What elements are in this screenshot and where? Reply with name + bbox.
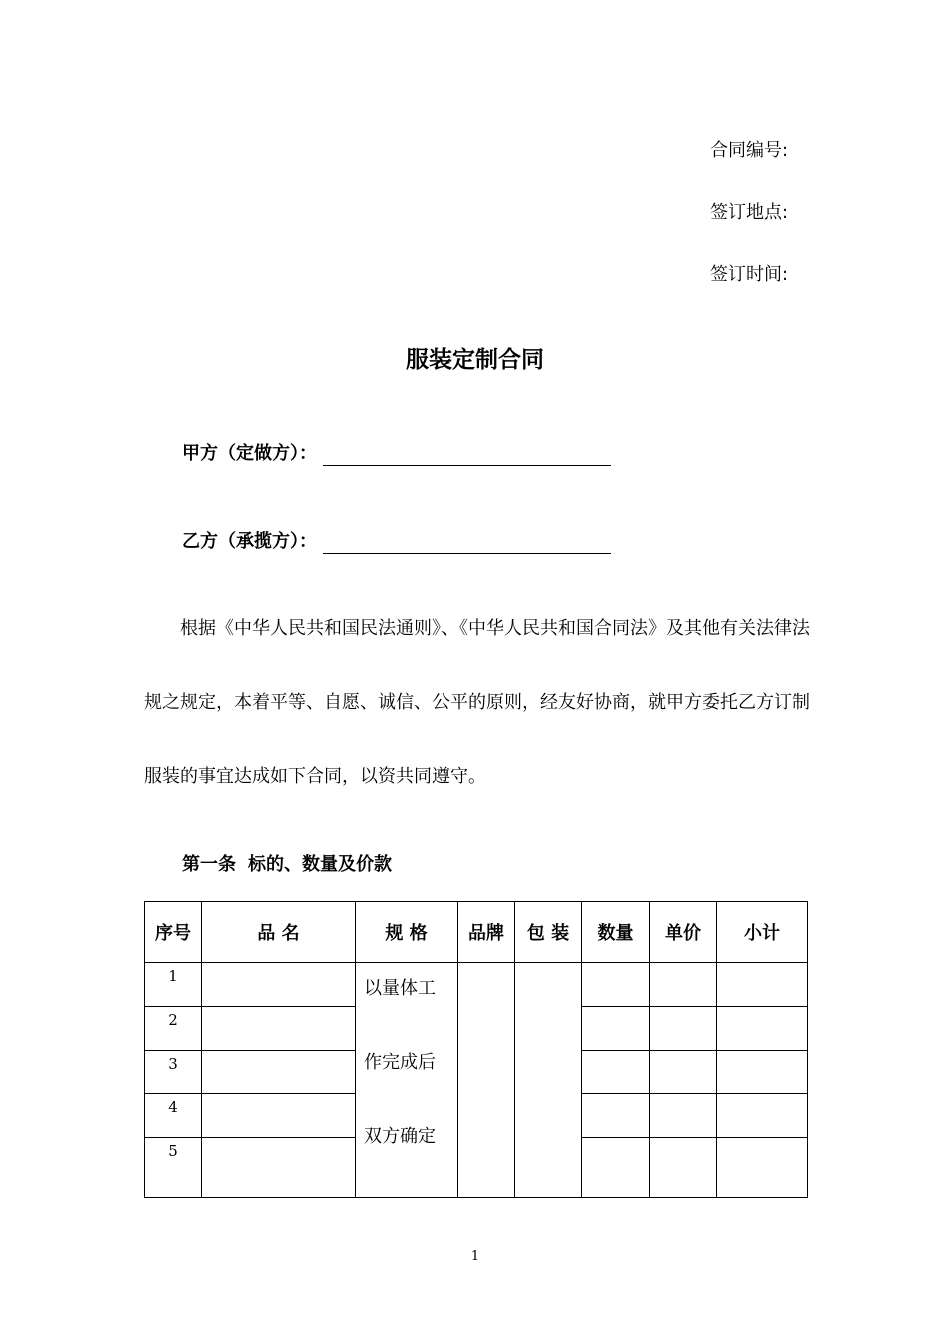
article-1-title: 标的、数量及价款 <box>248 854 392 875</box>
article-1-number: 第一条 <box>182 854 236 875</box>
header-subtotal: 小计 <box>717 902 808 963</box>
product-name-cell <box>202 1006 356 1050</box>
table-header-row <box>145 902 808 963</box>
party-a-row <box>182 442 611 466</box>
product-name-cell <box>202 963 356 1007</box>
quantity-cell <box>582 1094 650 1138</box>
signing-place-label: 签订地点: <box>710 202 789 223</box>
row-number: 5 <box>145 1138 202 1198</box>
party-b-row <box>182 530 611 554</box>
subtotal-cell <box>717 1094 808 1138</box>
quantity-cell <box>582 1050 650 1094</box>
unit-price-cell <box>650 1006 717 1050</box>
header-quantity: 数量 <box>582 902 650 963</box>
row-number: 4 <box>145 1094 202 1138</box>
party-b-label: 乙方（承揽方）： <box>182 531 317 552</box>
spec-line: 以量体工 <box>364 978 436 999</box>
subtotal-cell <box>717 1006 808 1050</box>
unit-price-cell <box>650 1138 717 1198</box>
contract-number-label: 合同编号: <box>710 140 789 161</box>
row-number: 1 <box>145 963 202 1007</box>
brand-cell <box>458 963 515 1198</box>
quantity-cell <box>582 1138 650 1198</box>
unit-price-cell <box>650 963 717 1007</box>
unit-price-cell <box>650 1050 717 1094</box>
party-a-label: 甲方（定做方）： <box>182 443 317 464</box>
unit-price-cell <box>650 1094 717 1138</box>
header-unit-price: 单价 <box>650 902 717 963</box>
product-name-cell <box>202 1094 356 1138</box>
table-row <box>145 963 808 1007</box>
document-title: 服装定制合同 <box>406 347 544 373</box>
header-brand: 品牌 <box>458 902 515 963</box>
party-a-blank-line <box>323 445 611 466</box>
party-b-blank-line <box>323 533 611 554</box>
product-name-cell <box>202 1138 356 1198</box>
header-packaging: 包 装 <box>515 902 582 963</box>
subtotal-cell <box>717 963 808 1007</box>
specification-cell <box>356 963 458 1198</box>
product-name-cell <box>202 1050 356 1094</box>
article-1-heading <box>182 853 392 877</box>
goods-table <box>144 901 808 1198</box>
spec-line: 作完成后 <box>364 1052 436 1073</box>
subtotal-cell <box>717 1138 808 1198</box>
quantity-cell <box>582 963 650 1007</box>
packaging-cell <box>515 963 582 1198</box>
spec-line: 双方确定 <box>364 1126 436 1147</box>
header-specification: 规 格 <box>356 902 458 963</box>
row-number: 3 <box>145 1050 202 1094</box>
quantity-cell <box>582 1006 650 1050</box>
subtotal-cell <box>717 1050 808 1094</box>
row-number: 2 <box>145 1006 202 1050</box>
header-serial-no: 序号 <box>145 902 202 963</box>
header-product-name: 品 名 <box>202 902 356 963</box>
page-number: 1 <box>470 1249 480 1264</box>
signing-time-label: 签订时间: <box>710 264 789 285</box>
preamble-paragraph: 根据《中华人民共和国民法通则》、《中华人民共和国合同法》及其他有关法律法规之规定，本着平等、自愿、诚信、公平的原则，经友好协商，就甲方委托乙方订制服装的事宜达成如下合同，以资共同遵守。 <box>144 618 810 787</box>
